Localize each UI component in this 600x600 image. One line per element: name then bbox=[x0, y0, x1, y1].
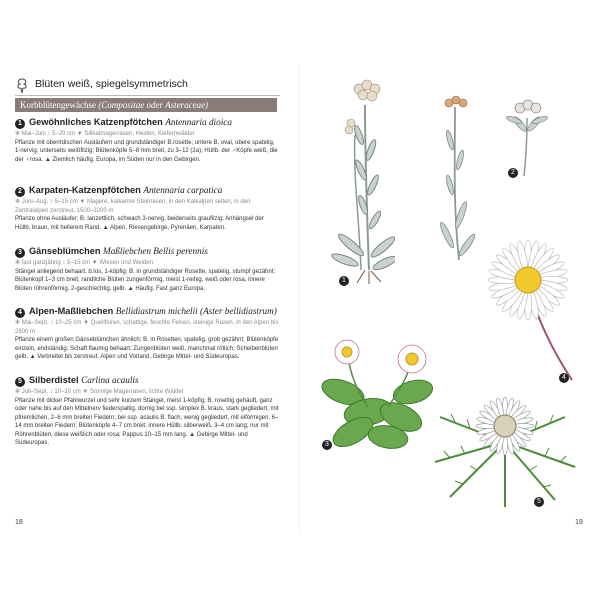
family-bar bbox=[15, 98, 277, 112]
section-title: Blüten weiß, spiegelsymmetrisch bbox=[35, 78, 188, 90]
family-name: Korbblütengewächse bbox=[20, 100, 96, 110]
illustration-bellidiastrum-michelii bbox=[476, 228, 584, 386]
species-heading bbox=[15, 305, 280, 318]
illustration-badge-4: 4 bbox=[559, 373, 569, 383]
species-name: Karpaten-Katzenpfötchen bbox=[29, 185, 141, 195]
species-name: Gewöhnliches Katzenpfötchen bbox=[29, 117, 163, 127]
species-description: Pflanze ohne Ausläufer; B. lanzettlich, schwach 3-nervig, beiderseits graufilzig; Anhängsel der Hüllb. braun, mit hellerem Rand. ▲ Alpen, Riesengebirge, Pyrenäen, Karpaten. bbox=[15, 216, 264, 231]
illustration-antennaria-dioica bbox=[325, 75, 395, 285]
species-heading bbox=[15, 116, 280, 129]
species-heading bbox=[15, 245, 280, 258]
section-rule bbox=[15, 95, 280, 96]
species-meta: ✻ Mai–Sept. ↕ 10–25 cm ▼ Quellfluren, schattige, feuchte Felsen, steinige Rasen, in den Alpen bis 2600 m bbox=[15, 320, 279, 335]
species-heading bbox=[15, 374, 280, 387]
illustration-badge-2: 2 bbox=[508, 168, 518, 178]
page-number-right: 19 bbox=[575, 519, 583, 526]
illustration-antennaria-carpatica-stem bbox=[433, 95, 478, 265]
species-meta: ✻ Juli–Sept. ↕ 10–30 cm ▼ Sonnige Magerrasen, lichte Wälder bbox=[15, 389, 184, 395]
species-meta: ✻ Mai–Juni ↕ 5–20 cm ▼ Silikatmagerrasen, Heiden, Kiefernwälder bbox=[15, 131, 195, 137]
species-name: Gänseblümchen bbox=[29, 246, 101, 256]
species-entry-2 bbox=[15, 184, 280, 232]
section-header bbox=[15, 76, 280, 96]
species-scientific: Antennaria dioica bbox=[165, 117, 232, 127]
species-number: 1 bbox=[15, 119, 25, 129]
species-entry-5 bbox=[15, 374, 280, 448]
illustration-carlina-acaulis bbox=[425, 392, 585, 510]
page-number-left: 18 bbox=[15, 519, 23, 526]
species-scientific: Antennaria carpatica bbox=[143, 185, 223, 195]
species-meta: ✻ fast ganzjährig ↕ 5–15 cm ▼ Wiesen und Weiden bbox=[15, 260, 153, 266]
species-description: Pflanze mit oberirdischen Ausläufern und grundständiger B.rosette; untere B. oval, obere spatelig, 1-nervig, unterseits weißfilzig; Blütenköpfe 5–8 mm breit, zu 3–12 (2a); Hüllb. der ♂Köpfe weiß, die der ♀rosa. ▲ Ziemlich häufig. Europa, im Süden nur in den Gebirgen. bbox=[15, 139, 278, 163]
illustration-badge-5: 5 bbox=[534, 497, 544, 507]
illustration-antennaria-carpatica bbox=[500, 98, 555, 178]
species-name: Alpen-Maßliebchen bbox=[29, 306, 114, 316]
illustration-badge-1: 1 bbox=[339, 276, 349, 286]
species-scientific: Bellidiastrum michelii (Aster bellidiastrum) bbox=[115, 306, 277, 316]
family-scientific: (Compositae oder Asteraceae) bbox=[98, 100, 209, 110]
species-number: 4 bbox=[15, 308, 25, 318]
species-entry-1 bbox=[15, 116, 280, 164]
species-number: 3 bbox=[15, 248, 25, 258]
species-number: 5 bbox=[15, 377, 25, 387]
species-description: Pflanze mit dicker Pfahlwurzel und sehr kurzem Stängel, meist 1-köpfig; B. rosettig gehäuft, ganz oder nahe bis auf den Mittelnerv fiederspaltig, dornig bei ssp. simplex B. kraus, stark gegliedert, mit pfriemlichen, 2–6 mm breiten Fiedern; bei ssp. acaulis B. flach, wenig gegliedert, mit eiförmigen, 6–14 mm breiten Fiedern; Blütenköpfe 4–7 cm breit; innere Hüllb. silberweiß, 3–4 cm lang; nur mit Röhrenblüten, diese weißlich oder rosa; Pappus 10–15 mm lang. ▲ Gebirge Mittel- und Südeuropas. bbox=[15, 397, 279, 446]
species-description: Stängel anliegend behaart, b.los, 1-köpfig; B. in grundständiger Rosette, spatelig, stumpf gezähnt; Blütenkopf 1–3 cm breit; randliche Blüten zungenförmig, meist 1-reihig, weiß oder rosa, innere Blüten röhrenförmig, 2-geschlechtig, gelb. ▲ Häufig. Fast ganz Europa. bbox=[15, 268, 276, 292]
zygomorphic-flower-icon bbox=[15, 77, 29, 95]
species-number: 2 bbox=[15, 187, 25, 197]
page-gutter bbox=[299, 64, 300, 534]
illustration-badge-3: 3 bbox=[322, 440, 332, 450]
species-description: Pflanze einem großen Gänseblümchen ähnlich; B. in Rosetten, spatelig, grob gezähnt; Blütenköpfe einzeln, endständig; Schaft flaumig behaart; Zungenblüten weiß, manchmal rötlich; Scheibenblüten gelb. ▲ Verbreitet bis zerstreut. Alpen und Vorland, Gebirge Mittel- und Südeuropas. bbox=[15, 337, 279, 360]
species-scientific: Carlina acaulis bbox=[81, 375, 139, 385]
species-scientific: Maßliebchen Bellis perennis bbox=[103, 246, 208, 256]
species-meta: ✻ Juni–Aug. ↕ 5–15 cm ▼ Magere, kalkarme Steinrasen, in den Kalkalpen selten, in den Zentralalpen zerstreut, 1500–3200 m bbox=[15, 199, 251, 214]
species-heading bbox=[15, 184, 280, 197]
species-name: Silberdistel bbox=[29, 375, 79, 385]
species-entry-3 bbox=[15, 245, 280, 293]
species-entry-4 bbox=[15, 305, 280, 362]
